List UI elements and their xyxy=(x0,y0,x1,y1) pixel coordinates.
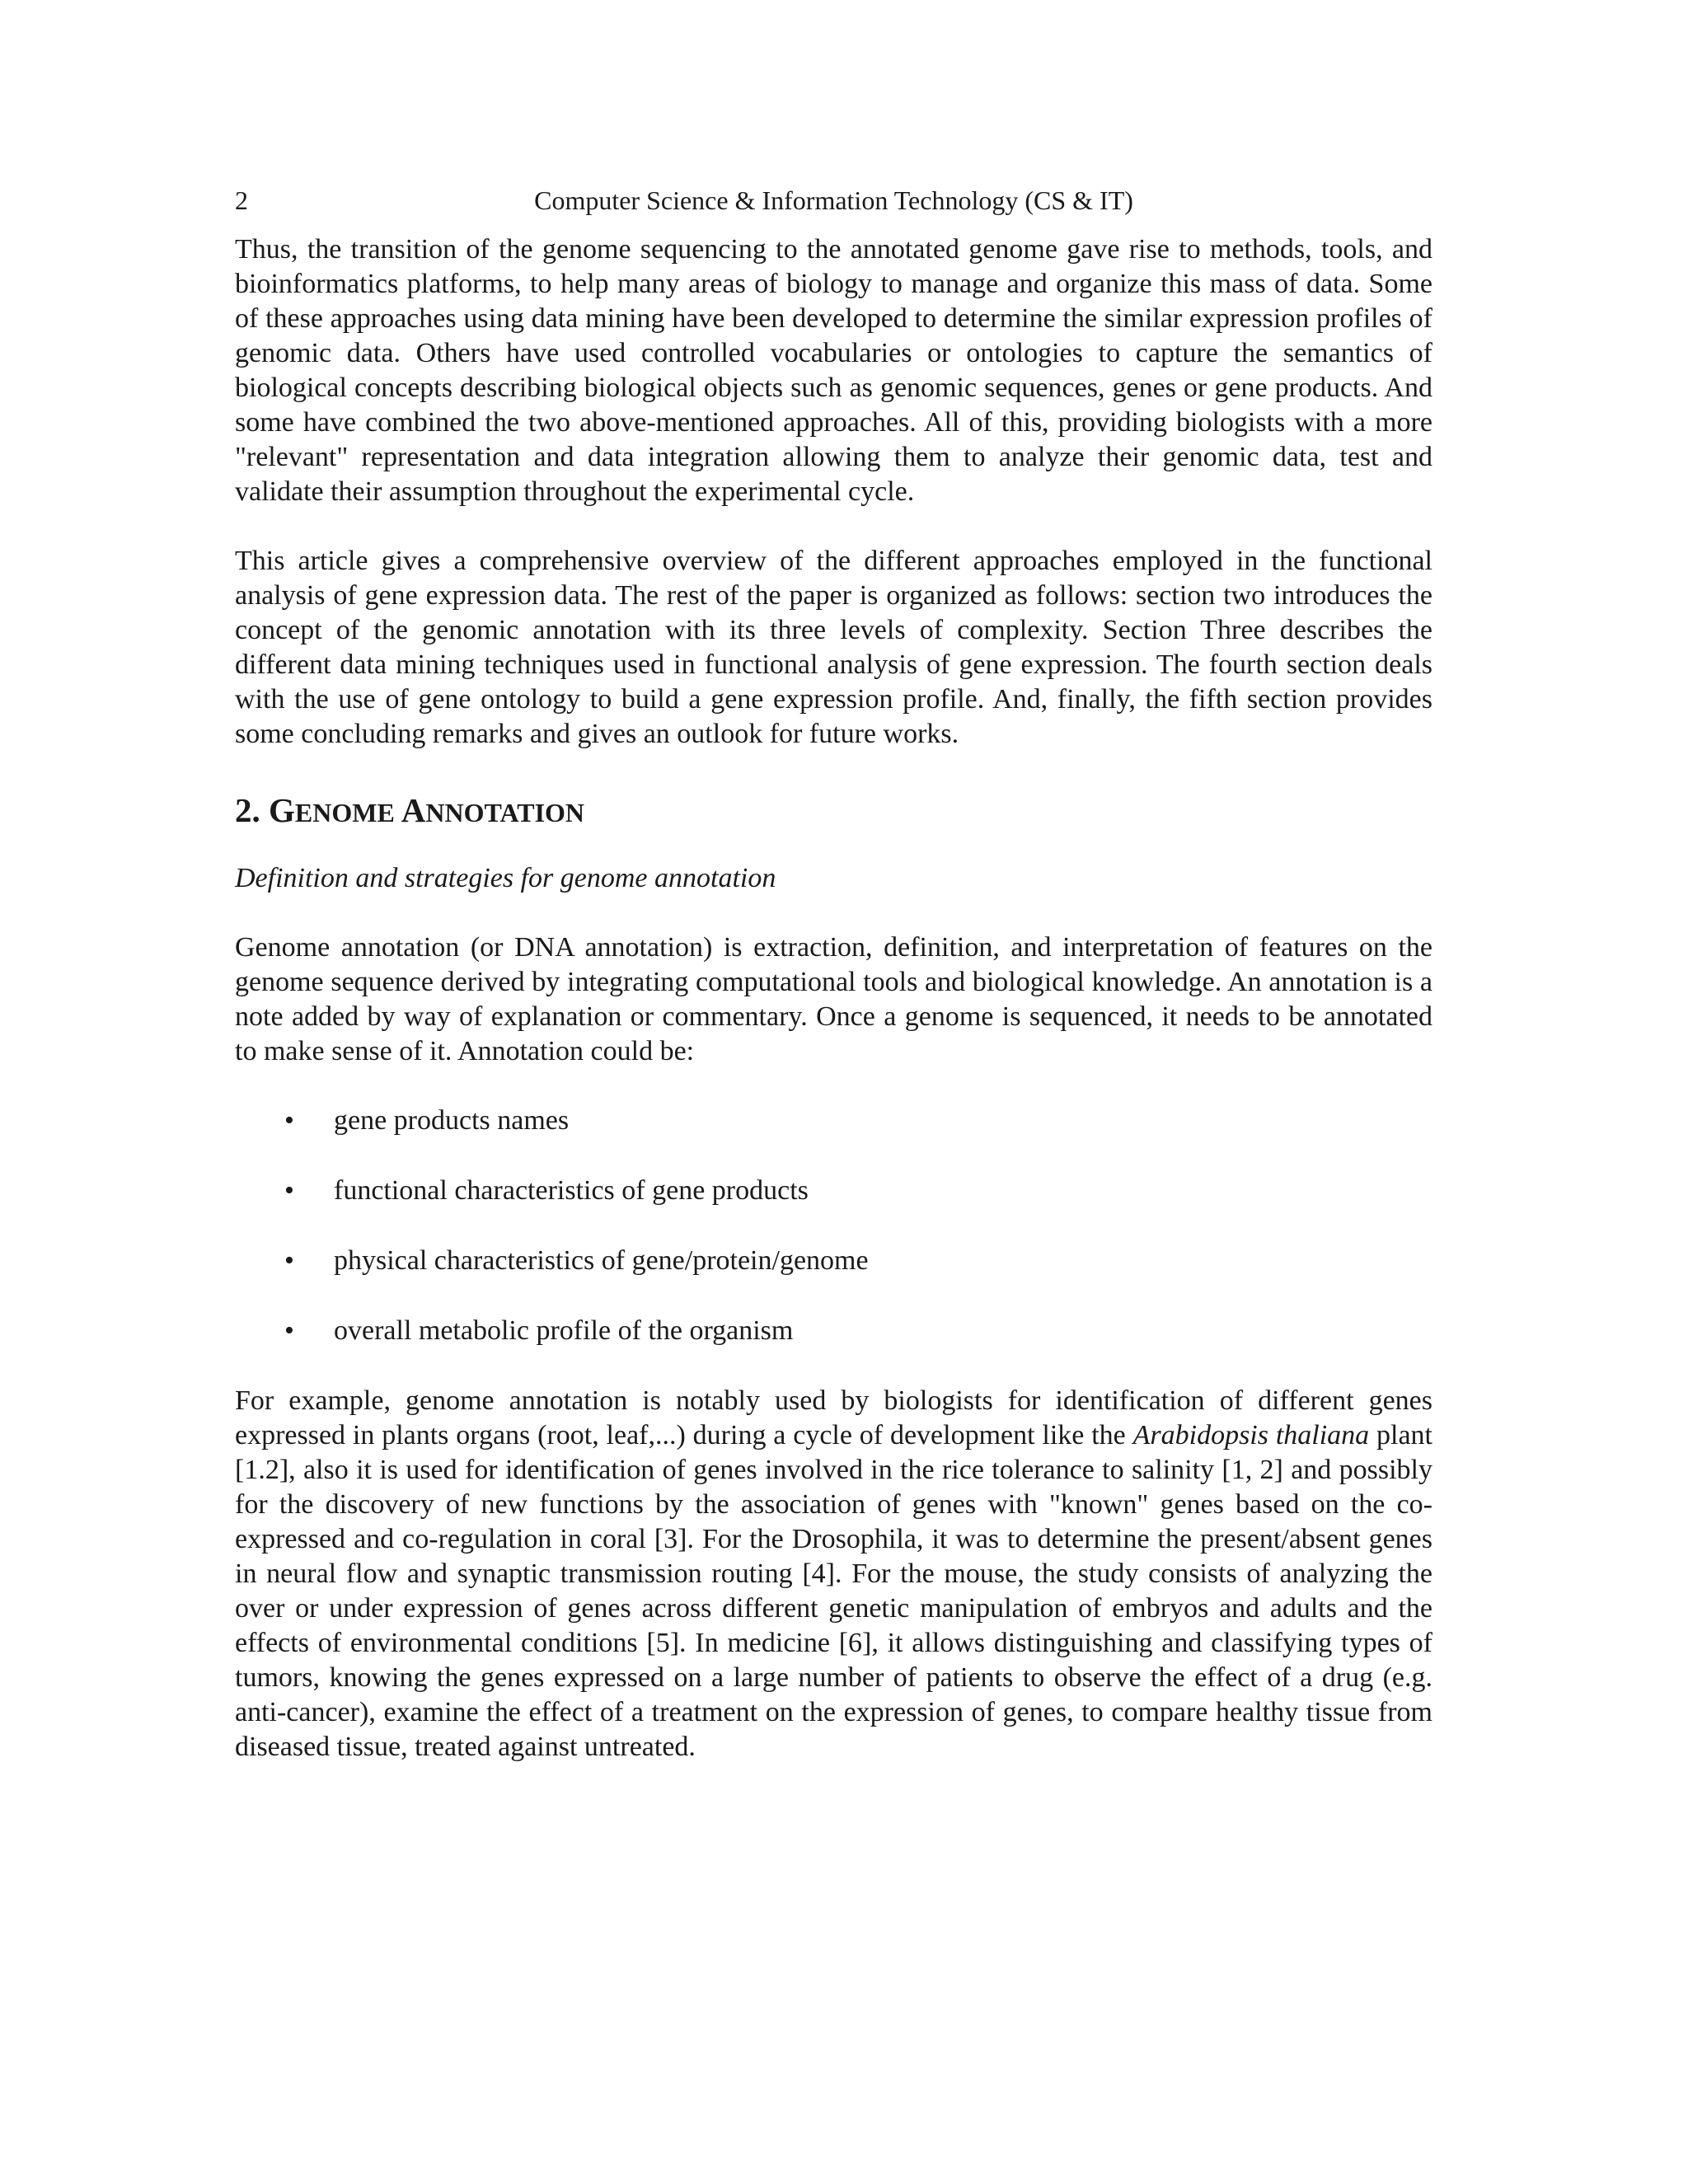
bullet-icon: • xyxy=(284,1105,294,1136)
intro-paragraph-2: This article gives a comprehensive overview of the different approaches employed in the functional analysis of gene expression data. The rest of the paper is organized as follows: section two introduces the concept of the genomic annotation with its three levels of complexity. Section Three describes the different data mining techniques used in functional analysis of gene expression. The fourth section deals with the use of gene ontology to build a gene expression profile. And, finally, the fifth section provides some concluding remarks and gives an outlook for future works. xyxy=(235,546,1432,749)
section-title-rest-1: ENOME xyxy=(294,798,395,827)
list-item-text: physical characteristics of gene/protein/genome xyxy=(334,1245,869,1276)
species-name: Arabidopsis thaliana xyxy=(1132,1420,1370,1451)
section-heading xyxy=(235,786,1432,837)
journal-title: Computer Science & Information Technology (CS & IT) xyxy=(534,185,1133,215)
running-header xyxy=(235,181,1432,219)
bullet-icon: • xyxy=(284,1245,294,1276)
list-item xyxy=(235,1174,1432,1208)
list-item xyxy=(235,1244,1432,1278)
section-title-initial-1: G xyxy=(269,791,295,829)
bullet-icon: • xyxy=(284,1315,294,1346)
subsection-heading: Definition and strategies for genome annotation xyxy=(235,863,776,893)
bullet-icon: • xyxy=(284,1175,294,1206)
list-item-text: gene products names xyxy=(334,1105,570,1136)
section-number: 2. xyxy=(235,791,269,829)
document-page xyxy=(235,181,1432,1765)
page-number: 2 xyxy=(235,185,248,215)
paragraph-text-end: plant [1.2], also it is used for identification of genes involved in the rice tolerance to salinity [1, 2] and possibly for the discovery of new functions by the association of genes with "known" genes based on the co-expressed and co-regulation in coral [3]. For the Drosophila, it was to determine the present/absent genes in neural flow and synaptic transmission routing [4]. For the mouse, the study consists of analyzing the over or under expression of genes across different genetic manipulation of embryos and adults and the effects of environmental conditions [5]. In medicine [6], it allows distinguishing and classifying types of tumors, knowing the genes expressed on a large number of patients to observe the effect of a drug (e.g. anti-cancer), examine the effect of a treatment on the expression of genes, to compare healthy tissue from diseased tissue, treated against untreated. xyxy=(235,1420,1432,1762)
section-paragraph-1: Genome annotation (or DNA annotation) is extraction, definition, and interpretation of features on the genome sequence derived by integrating computational tools and biological knowledge. An annotation is a note added by way of explanation or commentary. Once a genome is sequenced, it needs to be annotated to make sense of it. Annotation could be: xyxy=(235,932,1432,1066)
section-title-rest-2: NNOTATION xyxy=(425,798,585,827)
intro-paragraph-1: Thus, the transition of the genome sequencing to the annotated genome gave rise to methods, tools, and bioinformatics platforms, to help many areas of biology to manage and organize this mass of data. Some of these approaches using data mining have been developed to determine the similar expression profiles of genomic data. Others have used controlled vocabularies or ontologies to capture the semantics of biological concepts describing biological objects such as genomic sequences, genes or gene products. And some have combined the two above-mentioned approaches. All of this, providing biologists with a more "relevant" representation and data integration allowing them to analyze their genomic data, test and validate their assumption throughout the experimental cycle. xyxy=(235,234,1432,507)
section-title-initial-2: A xyxy=(401,791,426,829)
list-item xyxy=(235,1104,1432,1138)
section-paragraph-2 xyxy=(235,1384,1432,1765)
list-item-text: functional characteristics of gene products xyxy=(334,1175,809,1206)
annotation-list xyxy=(235,1104,1432,1348)
list-item xyxy=(235,1314,1432,1348)
list-item-text: overall metabolic profile of the organism xyxy=(334,1315,794,1346)
paragraph-text-start: For example, genome annotation is notably used by biologists for identification of different genes expressed in plants organs (root, leaf,...) during a cycle of development like the xyxy=(235,1385,1432,1451)
